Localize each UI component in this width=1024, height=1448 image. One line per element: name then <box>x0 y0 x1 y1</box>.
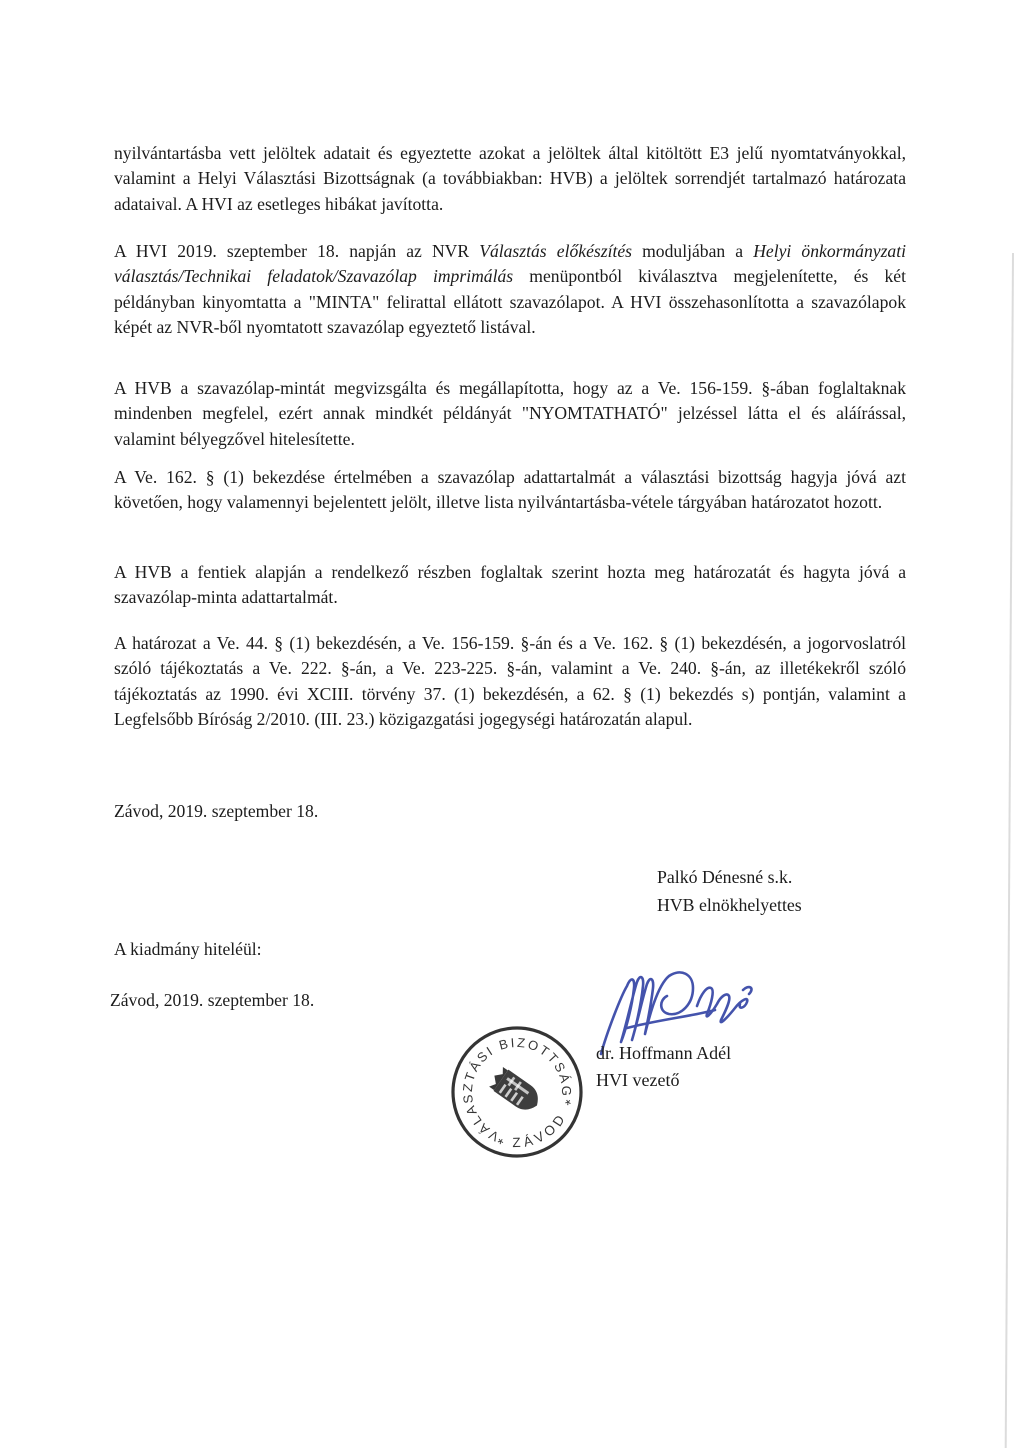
text-segment: A HVB a fentiek alapján a rendelkező részben foglaltak szerint hozta meg határozatát és hagyta jóvá a szavazólap-minta adattartalmát. <box>114 562 906 608</box>
text-segment: nyilvántartásba vett jelöltek adatait és egyeztette azokat a jelöltek által kitöltött E3 jelű nyomtatványokkal, valamint a Helyi Választási Bizottságnak (a továbbiakban: HVB) a jelöltek sorrendjét tartalmazó határozata adataival. A HVI az esetleges hibákat javította. <box>114 143 906 214</box>
signer-name: dr. Hoffmann Adél <box>596 1043 732 1063</box>
paragraph-2 <box>114 239 906 341</box>
dateline-top: Závod, 2019. szeptember 18. <box>114 801 319 821</box>
right-signatory-block <box>657 863 802 919</box>
signer-title: HVI vezető <box>596 1069 680 1090</box>
stamp-arc-bottom-text: ZÁVOD <box>512 1109 570 1151</box>
stamp-star-right: * <box>562 1096 577 1114</box>
stamp-arc-top-text: VÁLASZTÁSI BIZOTTSÁG <box>459 1034 575 1145</box>
text-segment: A HVI 2019. szeptember 18. napján az NVR <box>114 241 480 261</box>
dateline-bottom: Závod, 2019. szeptember 18. <box>110 990 315 1010</box>
scan-artifact-line <box>1005 253 1014 1448</box>
paragraph-4 <box>114 465 906 516</box>
paragraph-3 <box>114 376 906 452</box>
text-segment: moduljában a <box>632 241 754 261</box>
text-segment: A határozat a Ve. 44. § (1) bekezdésén, a Ve. 156-159. §-án és a Ve. 162. § (1) bekezdésén, a jogorvoslatról szóló tájékoztatás a Ve. 222. §-án, a Ve. 223-225. §-án, valamint a Ve. 240. §-án, az illetékekről szóló tájékoztatás az 1990. évi XCIII. törvény 37. (1) bekezdésén, a 62. § (1) bekezdés s) pontján, valamint a Legfelsőbb Bíróság 2/2010. (III. 23.) közigazgatási jogegységi határozatán alapul. <box>114 633 906 730</box>
attestation-line: A kiadmány hiteléül: <box>114 939 262 959</box>
right-signatory-title: HVB elnökhelyettes <box>657 895 802 915</box>
text-segment-italic: Választás előkészítés <box>479 241 633 261</box>
text-segment: menüpontból kiválasztva megjelenítette, és két példányban kinyomtatta a "MINTA" felirattal ellátott szavazólapot. A HVI összehasonlította a szavazólapok képét az NVR-ből nyomtatott szavazólap egyeztető listával. <box>114 266 907 338</box>
stamp-star-left: * <box>495 1135 509 1153</box>
paragraph-1 <box>114 141 906 217</box>
text-segment-italic: Helyi önkormányzati választás/Technikai feladatok/Szavazólap imprimálás <box>114 241 906 287</box>
signer-block <box>596 1040 731 1093</box>
paragraph-6 <box>114 631 906 733</box>
paragraph-5 <box>114 560 906 611</box>
text-segment: A Ve. 162. § (1) bekezdése értelmében a szavazólap adattartalmát a választási bizottság hagyja jóvá azt követően, hogy valamennyi bejelentett jelölt, illetve lista nyilvántartásba-vétele tárgyában határozatot hozott. <box>114 467 906 513</box>
text-segment: A HVB a szavazólap-mintát megvizsgálta és megállapította, hogy az a Ve. 156-159. §-ában foglaltaknak mindenben megfelel, ezért annak mindkét példányát "NYOMTATHATÓ" jelzéssel látta el és aláírással, valamint bélyegzővel hitelesítette. <box>114 378 906 449</box>
right-signatory-name: Palkó Dénesné s.k. <box>657 867 793 887</box>
coat-of-arms-icon <box>487 1065 545 1116</box>
round-stamp <box>432 1007 602 1177</box>
stamp-graphic <box>432 1007 602 1177</box>
